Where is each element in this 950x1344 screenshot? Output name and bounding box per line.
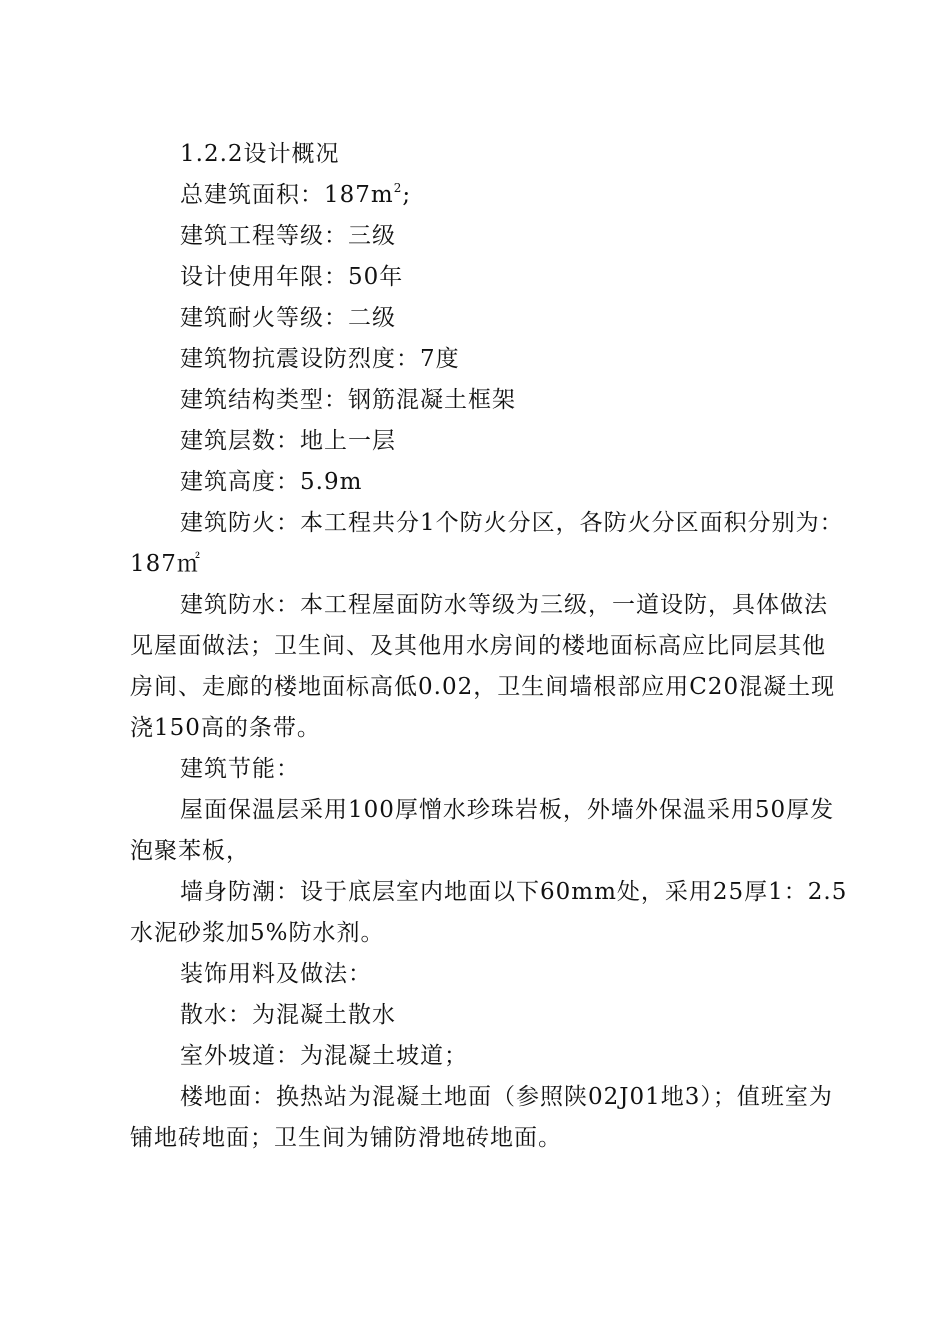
seismic-intensity: 建筑物抗震设防烈度：7度: [180, 346, 460, 372]
total-area-end: ;: [402, 182, 412, 208]
total-area-value: 187m: [324, 182, 394, 208]
total-area: [180, 180, 411, 210]
energy-label: 建筑节能：: [180, 756, 300, 782]
insulation-line-2: 泡聚苯板，: [130, 838, 250, 864]
outdoor-ramp: 室外坡道：为混凝土坡道；: [180, 1043, 468, 1069]
waterproof-line-1: 建筑防水：本工程屋面防水等级为三级，一道设防，具体做法: [180, 592, 828, 618]
floor-finish-line-2: 铺地砖地面；卫生间为铺防滑地砖地面。: [130, 1125, 562, 1151]
floor-count: 建筑层数：地上一层: [180, 428, 396, 454]
insulation-line-1: 屋面保温层采用100厚憎水珍珠岩板，外墙外保温采用50厚发: [180, 797, 835, 823]
apron: 散水：为混凝土散水: [180, 1002, 396, 1028]
total-area-exponent: 2: [393, 181, 403, 195]
fire-protection-line-1: 建筑防火：本工程共分1个防火分区，各防火分区面积分别为：: [180, 510, 844, 536]
section-title: 1.2.2设计概况: [180, 141, 340, 167]
waterproof-line-3: 房间、走廊的楼地面标高低0.02，卫生间墙根部应用C20混凝土现: [130, 674, 836, 700]
damp-proof-line-2: 水泥砂浆加5%防水剂。: [130, 920, 385, 946]
structure-type: 建筑结构类型：钢筋混凝土框架: [180, 387, 516, 413]
waterproof-line-2: 见屋面做法；卫生间、及其他用水房间的楼地面标高应比同层其他: [130, 633, 826, 659]
fire-rating: 建筑耐火等级：二级: [180, 305, 396, 331]
finish-label: 装饰用料及做法：: [180, 961, 372, 987]
fire-protection-line-2: 187㎡: [130, 551, 201, 577]
floor-finish-line-1: 楼地面：换热站为混凝土地面（参照陕02J01地3）；值班室为: [180, 1084, 833, 1110]
building-height: 建筑高度：5.9m: [180, 469, 363, 495]
service-life: 设计使用年限：50年: [180, 264, 404, 290]
damp-proof-line-1: 墙身防潮：设于底层室内地面以下60mm处，采用25厚1：2.5: [180, 879, 848, 905]
waterproof-line-4: 浇150高的条带。: [130, 715, 321, 741]
total-area-label: 总建筑面积：: [180, 182, 324, 208]
engineering-grade: 建筑工程等级：三级: [180, 223, 396, 249]
